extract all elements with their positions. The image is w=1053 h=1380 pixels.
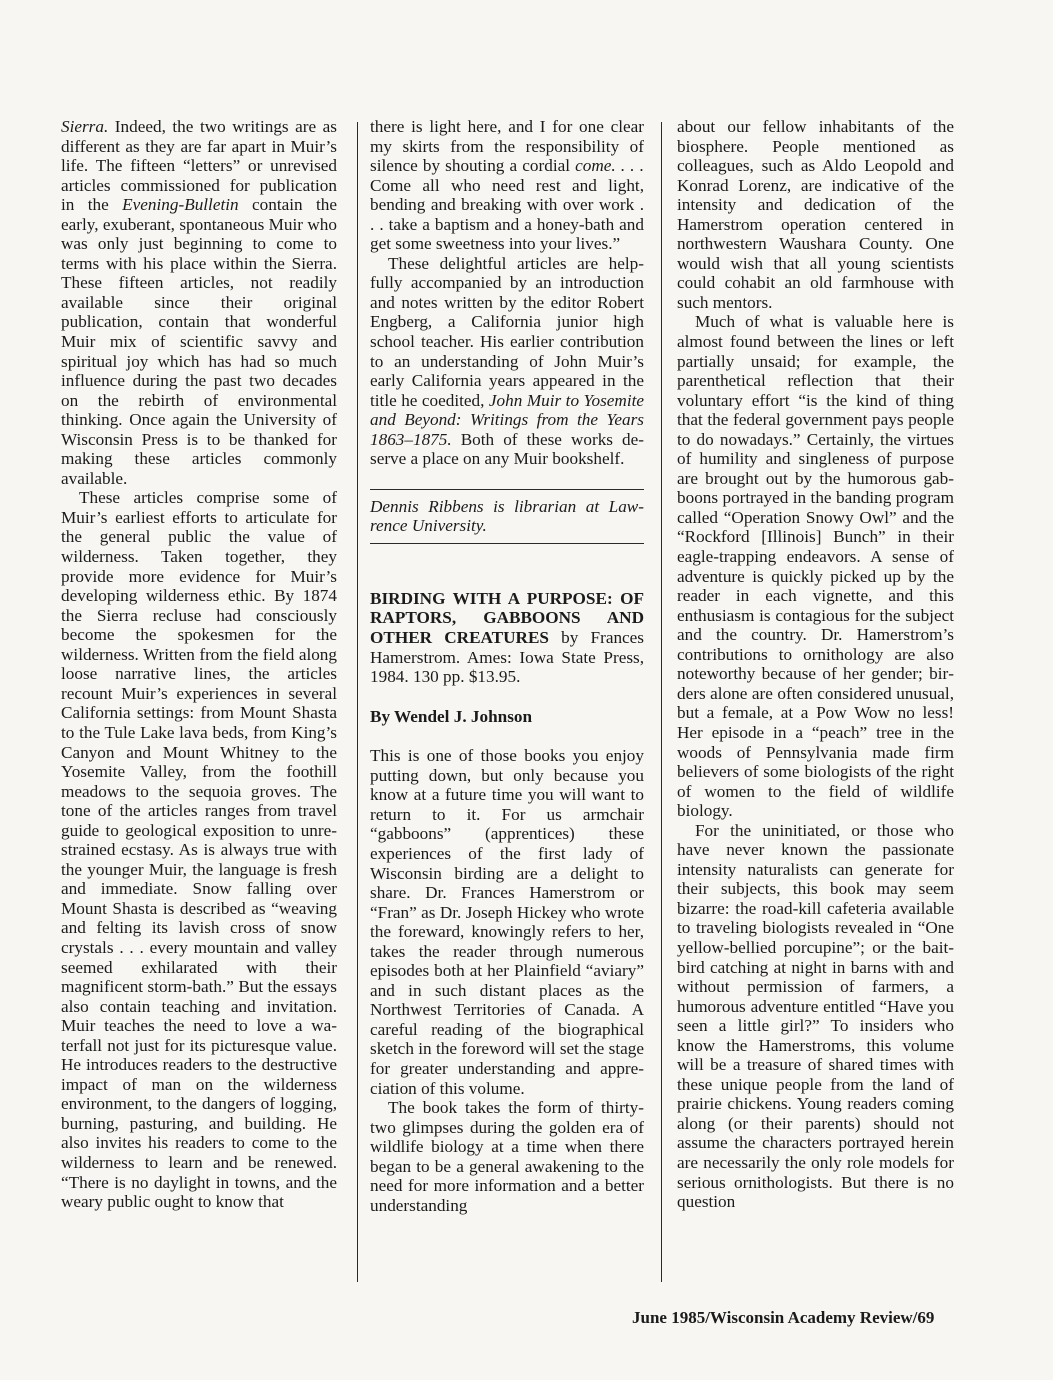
paragraph-text: Come all who need rest and light, bending and breaking with over work . . . take a baptism and a honey-bath and get some sweetness into your lives.”	[370, 175, 644, 254]
review-author: By Wendel J. Johnson	[370, 706, 533, 726]
emphasis-italic: come. . . .	[575, 156, 644, 176]
paragraph	[370, 254, 644, 469]
column-1	[61, 117, 337, 1212]
column-2	[370, 117, 644, 1215]
book-title-italic: John Muir to Yosemite and Beyond: Writings from the Years 1863–1875.	[370, 390, 645, 449]
paragraph	[370, 117, 644, 254]
paragraph-text: contain the early, exuberant, spontaneous Muir who was only just beginning to come to terms with his place within the Sierra. These fifteen articles, not readily available since their original publication, contain that wonderful Muir mix of scientific savvy and spiritual joy which has had so much influence during the past two decades on the rebirth of environmental thinking. Once again the University of Wisconsin Press is to be thanked for making these articles commonly available.	[61, 195, 337, 488]
paragraph-text: These delightful articles are helpfully accompanied by an introduction and notes written by the editor Robert Engberg, a California junior high school teacher. His earlier contribution to an understanding of John Muir’s early California years appeared in the title he coedited,	[370, 253, 644, 410]
book-heading	[370, 589, 644, 687]
paragraph: For the uninitiated, or those who have never known the passionate intensity naturalists can generate for their subjects, this book may seem bizarre: the road-kill cafeteria available to traveling biologists revealed in “One yellow-bellied porcupine”; or the bait-bird catching at night in barns with and without permission of farmers, a humorous adventure entitled “Have you seen a little girl?” To insiders who know the Hamerstroms, this volume will be a treasure of shared times with these unique people from the land of prairie chickens. Young readers coming along (or their parents) should not assume the characters portrayed herein are necessarily the only role models for serious ornithologists. But there is no question	[677, 820, 954, 1212]
paragraph: about our fellow inhabitants of the biosphere. People mentioned as colleagues, such as Aldo Leopold and Konrad Lorenz, are indicative of the intensity and dedication of the Hamerstrom operation centered in northwestern Waushara County. One would wish that all young scientists could cohabit an old farmhouse with such mentors.	[677, 117, 954, 312]
section-rule-bottom	[370, 543, 644, 544]
column-3	[677, 117, 954, 1212]
column-divider-right	[661, 122, 662, 1282]
paragraph: The book takes the form of thirty-two glimpses during the golden era of wildlife biology at a time when there began to be a general awakening to the need for more information and a better understanding	[370, 1098, 644, 1215]
paragraph: Much of what is valuable here is almost found between the lines or left partially unsaid; for example, the parenthetical reflection that their voluntary effort “is the kind of thing that the federal government pays people to do nowadays.” Certainly, the virtues of humility and singleness of purpose are brought out by the humorous gabboons portrayed in the banding program called “Operation Snowy Owl” and the “Rockford [Illinois] Bunch” in their eagle-trapping endeavors. A sense of adventure is quickly picked up by the reader in each vignette, and this enthusiasm is contagious for the subject and the country. Dr. Hamerstrom’s contributions to ornithology are also noteworthy because of her gender; birders alone are often considered unusual, but a female, at a Pow Wow no less! Her episode in a “peach” tree in the woods of Pennsylvania made firm believers of some biologists of the right of women to the field of wildlife biology.	[677, 312, 954, 821]
section-rule-top	[370, 489, 644, 490]
paragraph: These articles comprise some of Muir’s earliest efforts to articulate for the general public the value of wilderness. Taken together, they provide more evidence for Muir’s developing wilderness ethic. By 1874 the Sierra recluse had consciously become the spokesmen for the wilderness. Written from the field along loose narrative lines, the articles recount Muir’s experiences in several California settings: from Mount Shasta to the Tule Lake lava beds, from King’s Canyon and Mount Whitney to the Yosemite Valley, from the foothill meadows to the sequoia groves. The tone of the articles ranges from travel guide to geological exposition to unrestrained ecstasy. As is always true with the younger Muir, the language is fresh and immediate. Snow falling over Mount Shasta is described as “weaving and felting its lavish cross of snow crystals . . . every mountain and valley seemed exhilarated with their magnificent storm-bath.” But the essays also contain teaching and invitation. Muir teaches the need to love a waterfall not just for its picturesque value. He introduces readers to the destructive impact of man on the wilderness environment, to the dangers of logging, burning, pasturing, and building. He also invites his readers to come to the wilderness to learn and be renewed. “There is no daylight in towns, and the weary public ought to know that	[61, 488, 337, 1212]
page-footer: June 1985/Wisconsin Academy Review/69	[632, 1308, 935, 1327]
book-publication-info: by Frances Hamerstrom. Ames: Iowa State Press, 1984. 130 pp. $13.95.	[370, 628, 644, 687]
publication-title-italic: Evening-Bulletin	[122, 195, 239, 215]
column-divider-left	[357, 122, 358, 1282]
book-title-italic: Sierra.	[61, 117, 109, 136]
paragraph	[61, 117, 337, 488]
paragraph-text: there is light here, and I for one clear my skirts from the responsibility of silence by shouting a cordial	[370, 117, 644, 176]
reviewer-note: Dennis Ribbens is librarian at Lawrence University.	[370, 496, 644, 536]
paragraph-text: Indeed, the two writings are as different as they are far apart in Muir’s life. The fifteen “letters” or unrevised articles commissioned for publication in the	[61, 117, 337, 215]
paragraph-text: Both of these works deserve a place on any Muir bookshelf.	[370, 429, 644, 469]
review-book-title: BIRDING WITH A PURPOSE: OF RAPTORS, GABBOONS AND OTHER CREATURES	[370, 588, 644, 648]
paragraph: This is one of those books you enjoy putting down, but only because you know at a future time you will want to return to it. For us armchair “gabboons” (apprentices) these experiences of the first lady of Wisconsin birding are a delight to share. Dr. Frances Hamerstrom or “Fran” as Dr. Joseph Hickey who wrote the foreward, knowingly refers to her, takes the reader through numerous episodes both at her Plainfield “aviary” and in such distant places as the Northwest Territories of Canada. A careful reading of the biographical sketch in the foreword will set the stage for greater understanding and appreciation of this volume.	[370, 746, 644, 1098]
